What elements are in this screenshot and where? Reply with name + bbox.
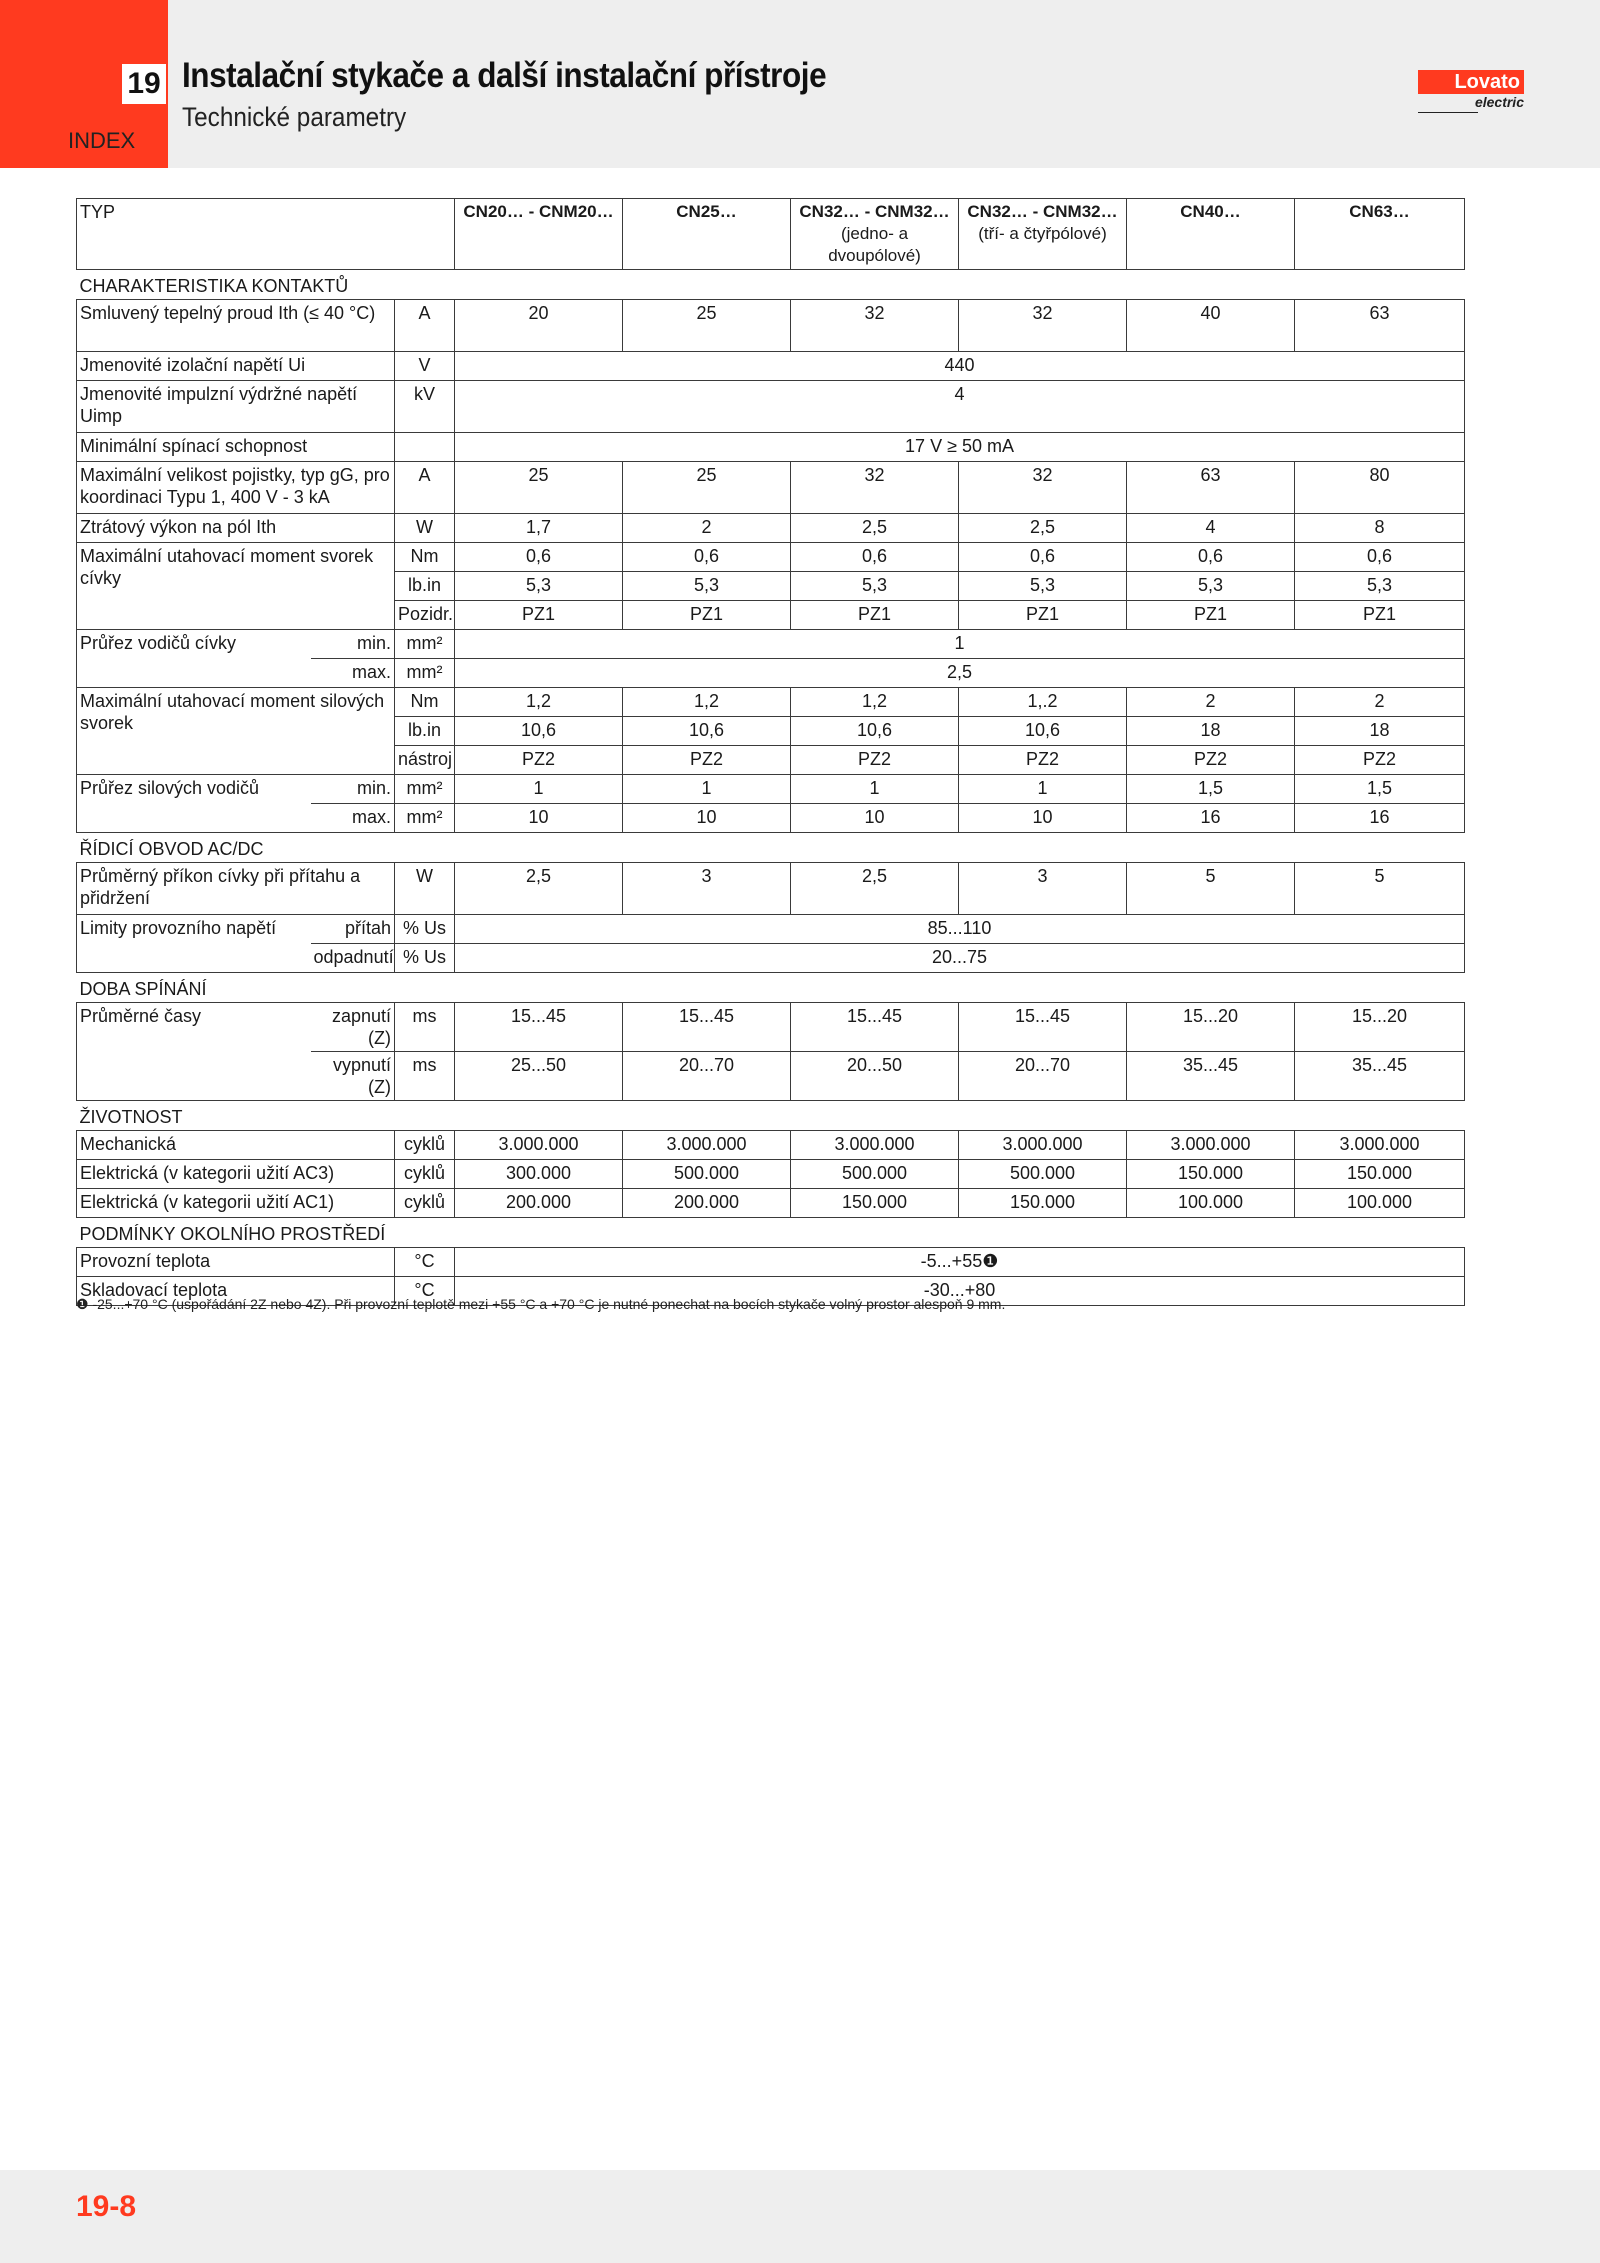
typ-label: TYP xyxy=(77,199,455,270)
value-cell: 2 xyxy=(1295,688,1465,717)
type-header: CN32… - CNM32… (jedno- a dvoupólové) xyxy=(791,199,959,270)
value-cell: 1,2 xyxy=(623,688,791,717)
row-label: Jmenovité izolační napětí Ui xyxy=(77,352,395,381)
unit-cell: mm² xyxy=(395,659,455,688)
value-cell: 150.000 xyxy=(959,1189,1127,1218)
unit-cell: A xyxy=(395,462,455,514)
unit-cell: °C xyxy=(395,1277,455,1306)
unit-cell: ms xyxy=(395,1003,455,1052)
value-cell: 20...50 xyxy=(791,1052,959,1101)
value-cell: 2 xyxy=(1127,688,1295,717)
value-cell: 10 xyxy=(791,804,959,833)
value-cell: 2,5 xyxy=(791,863,959,915)
value-cell: 150.000 xyxy=(1295,1160,1465,1189)
row-label: Maximální utahovací moment silových svorek xyxy=(77,688,395,775)
value-cell: 4 xyxy=(1127,514,1295,543)
type-header: CN25… xyxy=(623,199,791,270)
value-cell: 3 xyxy=(623,863,791,915)
unit-cell: lb.in xyxy=(395,717,455,746)
value-cell: 20 xyxy=(455,300,623,352)
value-cell: 200.000 xyxy=(623,1189,791,1218)
table-row xyxy=(77,352,1465,381)
value-cell: 25 xyxy=(455,462,623,514)
sub-label: zapnutí (Z) xyxy=(311,1003,395,1052)
section-heading: CHARAKTERISTIKA KONTAKTŮ xyxy=(77,270,1465,300)
row-label: Limity provozního napětí xyxy=(77,915,311,973)
lovato-logo xyxy=(1418,70,1524,114)
sub-label: max. xyxy=(311,804,395,833)
table-row xyxy=(77,300,1465,352)
value-cell: 15...45 xyxy=(455,1003,623,1052)
value-cell: 2,5 xyxy=(959,514,1127,543)
value-cell: 1 xyxy=(623,775,791,804)
value-cell: 63 xyxy=(1295,300,1465,352)
value-cell: 80 xyxy=(1295,462,1465,514)
value-cell: 32 xyxy=(791,300,959,352)
page-subtitle: Technické parametry xyxy=(182,102,407,132)
value-cell: PZ2 xyxy=(791,746,959,775)
row-label: Průřez vodičů cívky xyxy=(77,630,311,688)
value-cell: PZ1 xyxy=(791,601,959,630)
table-row xyxy=(77,688,1465,717)
type-header: CN20… - CNM20… xyxy=(455,199,623,270)
value-cell: PZ2 xyxy=(623,746,791,775)
table-row xyxy=(77,1189,1465,1218)
value-cell: PZ1 xyxy=(959,601,1127,630)
value-cell: 20...70 xyxy=(959,1052,1127,1101)
value-cell: 0,6 xyxy=(959,543,1127,572)
table-row xyxy=(77,1248,1465,1277)
value-cell: 18 xyxy=(1295,717,1465,746)
value-cell: 200.000 xyxy=(455,1189,623,1218)
row-label: Průměrný příkon cívky při přítahu a přidržení xyxy=(77,863,395,915)
table-row xyxy=(77,915,1465,944)
value-cell: PZ2 xyxy=(1295,746,1465,775)
value-cell: 3.000.000 xyxy=(1295,1131,1465,1160)
value-cell: 40 xyxy=(1127,300,1295,352)
unit-cell: W xyxy=(395,514,455,543)
value-cell: 5,3 xyxy=(791,572,959,601)
unit-cell: % Us xyxy=(395,915,455,944)
value-cell: 10 xyxy=(455,804,623,833)
value-cell: PZ1 xyxy=(623,601,791,630)
value-cell: 16 xyxy=(1127,804,1295,833)
value-cell: 500.000 xyxy=(959,1160,1127,1189)
value-cell: 5,3 xyxy=(623,572,791,601)
value-cell: 3.000.000 xyxy=(455,1131,623,1160)
value-cell: 150.000 xyxy=(1127,1160,1295,1189)
value-cell: 5 xyxy=(1295,863,1465,915)
value-cell: 8 xyxy=(1295,514,1465,543)
section-heading: ŽIVOTNOST xyxy=(77,1101,1465,1131)
value-cell: 15...45 xyxy=(623,1003,791,1052)
page-title: Instalační stykače a další instalační přístroje xyxy=(182,56,827,95)
unit-cell: Nm xyxy=(395,543,455,572)
value-cell: 25 xyxy=(623,462,791,514)
table-row xyxy=(77,270,1465,300)
footnote: ❶ -25...+70 °C (uspořádání 2Z nebo 4Z). Při provozní teplotě mezi +55 °C a +70 °C je nutné ponechat na bocích stykače volný prostor alespoň 9 mm. xyxy=(76,1296,1006,1312)
value-cell: PZ1 xyxy=(1295,601,1465,630)
value-cell: 2,5 xyxy=(791,514,959,543)
value-cell: -5...+55❶ xyxy=(455,1248,1465,1277)
page-footer xyxy=(0,2170,1600,2263)
value-cell: -30...+80 xyxy=(455,1277,1465,1306)
table-row xyxy=(77,775,1465,804)
value-cell: 2,5 xyxy=(455,863,623,915)
unit-cell: ms xyxy=(395,1052,455,1101)
table-row xyxy=(77,199,1465,270)
unit-cell: mm² xyxy=(395,804,455,833)
type-header: CN63… xyxy=(1295,199,1465,270)
value-cell: 0,6 xyxy=(1295,543,1465,572)
section-heading: DOBA SPÍNÁNÍ xyxy=(77,973,1465,1003)
value-cell: 20...75 xyxy=(455,944,1465,973)
value-cell: 25...50 xyxy=(455,1052,623,1101)
value-cell: 18 xyxy=(1127,717,1295,746)
unit-cell: cyklů xyxy=(395,1189,455,1218)
value-cell: PZ1 xyxy=(1127,601,1295,630)
value-cell: 1 xyxy=(959,775,1127,804)
value-cell: 10,6 xyxy=(623,717,791,746)
value-cell: 25 xyxy=(623,300,791,352)
unit-cell: °C xyxy=(395,1248,455,1277)
row-label: Elektrická (v kategorii užití AC1) xyxy=(77,1189,395,1218)
value-cell: 15...20 xyxy=(1295,1003,1465,1052)
unit-cell: Pozidr. xyxy=(395,601,455,630)
sub-label: max. xyxy=(311,659,395,688)
type-header: CN32… - CNM32… (tří- a čtyřpólové) xyxy=(959,199,1127,270)
value-cell: 5,3 xyxy=(959,572,1127,601)
value-cell: 1,5 xyxy=(1127,775,1295,804)
sub-label: přítah xyxy=(311,915,395,944)
value-cell: 10,6 xyxy=(791,717,959,746)
table-row xyxy=(77,863,1465,915)
table-row xyxy=(77,514,1465,543)
value-cell: 150.000 xyxy=(791,1189,959,1218)
page-header xyxy=(0,0,1600,168)
row-label: Skladovací teplota xyxy=(77,1277,395,1306)
value-cell: PZ2 xyxy=(959,746,1127,775)
table-row xyxy=(77,1131,1465,1160)
table-row xyxy=(77,1160,1465,1189)
row-label: Ztrátový výkon na pól Ith xyxy=(77,514,395,543)
value-cell: 32 xyxy=(959,462,1127,514)
value-cell: 10,6 xyxy=(959,717,1127,746)
value-cell: 1,7 xyxy=(455,514,623,543)
value-cell: 10 xyxy=(623,804,791,833)
value-cell: 3.000.000 xyxy=(623,1131,791,1160)
unit-cell: cyklů xyxy=(395,1131,455,1160)
value-cell: 500.000 xyxy=(791,1160,959,1189)
value-cell: 1 xyxy=(791,775,959,804)
technical-parameters-table xyxy=(76,198,1465,1306)
index-link[interactable]: INDEX xyxy=(68,128,136,153)
row-label: Elektrická (v kategorii užití AC3) xyxy=(77,1160,395,1189)
value-cell: 0,6 xyxy=(1127,543,1295,572)
table-row xyxy=(77,1218,1465,1248)
unit-cell: kV xyxy=(395,381,455,433)
value-cell: 0,6 xyxy=(623,543,791,572)
value-cell: 2 xyxy=(623,514,791,543)
value-cell: 1 xyxy=(455,630,1465,659)
value-cell: 500.000 xyxy=(623,1160,791,1189)
sub-label: odpadnutí xyxy=(311,944,395,973)
value-cell: 1,2 xyxy=(791,688,959,717)
row-label: Maximální utahovací moment svorek cívky xyxy=(77,543,395,630)
row-label: Průměrné časy xyxy=(77,1003,311,1101)
table-row xyxy=(77,973,1465,1003)
sub-label: vypnutí (Z) xyxy=(311,1052,395,1101)
value-cell: 15...45 xyxy=(791,1003,959,1052)
value-cell: PZ1 xyxy=(455,601,623,630)
value-cell: 16 xyxy=(1295,804,1465,833)
table-row xyxy=(77,833,1465,863)
row-label: Průřez silových vodičů xyxy=(77,775,311,833)
unit-cell xyxy=(395,433,455,462)
table-row xyxy=(77,630,1465,659)
value-cell: 440 xyxy=(455,352,1465,381)
sub-label: min. xyxy=(311,775,395,804)
value-cell: 63 xyxy=(1127,462,1295,514)
value-cell: 0,6 xyxy=(791,543,959,572)
value-cell: 2,5 xyxy=(455,659,1465,688)
unit-cell: cyklů xyxy=(395,1160,455,1189)
value-cell: 1,5 xyxy=(1295,775,1465,804)
sub-label: min. xyxy=(311,630,395,659)
value-cell: 5,3 xyxy=(455,572,623,601)
type-header: CN40… xyxy=(1127,199,1295,270)
section-heading: PODMÍNKY OKOLNÍHO PROSTŘEDÍ xyxy=(77,1218,1465,1248)
unit-cell: % Us xyxy=(395,944,455,973)
table-body xyxy=(77,199,1465,1306)
value-cell: 35...45 xyxy=(1127,1052,1295,1101)
value-cell: 32 xyxy=(959,300,1127,352)
row-label: Jmenovité impulzní výdržné napětí Uimp xyxy=(77,381,395,433)
value-cell: 5 xyxy=(1127,863,1295,915)
logo-wordmark: Lovato xyxy=(1418,70,1524,94)
unit-cell: mm² xyxy=(395,775,455,804)
value-cell: 5,3 xyxy=(1295,572,1465,601)
value-cell: 15...20 xyxy=(1127,1003,1295,1052)
table-row xyxy=(77,543,1465,572)
value-cell: 4 xyxy=(455,381,1465,433)
row-label: Smluvený tepelný proud Ith (≤ 40 °C) xyxy=(77,300,395,352)
table-row xyxy=(77,433,1465,462)
unit-cell: V xyxy=(395,352,455,381)
value-cell: 85...110 xyxy=(455,915,1465,944)
value-cell: 0,6 xyxy=(455,543,623,572)
row-label: Minimální spínací schopnost xyxy=(77,433,395,462)
value-cell: 17 V ≥ 50 mA xyxy=(455,433,1465,462)
unit-cell: Nm xyxy=(395,688,455,717)
table-row xyxy=(77,1101,1465,1131)
logo-underline xyxy=(1418,112,1478,113)
value-cell: 1,.2 xyxy=(959,688,1127,717)
value-cell: 100.000 xyxy=(1295,1189,1465,1218)
chapter-number: 19 xyxy=(122,64,166,104)
value-cell: 3.000.000 xyxy=(791,1131,959,1160)
table-row xyxy=(77,1003,1465,1052)
value-cell: 3.000.000 xyxy=(1127,1131,1295,1160)
value-cell: 100.000 xyxy=(1127,1189,1295,1218)
value-cell: 5,3 xyxy=(1127,572,1295,601)
value-cell: 3.000.000 xyxy=(959,1131,1127,1160)
value-cell: 15...45 xyxy=(959,1003,1127,1052)
table-row xyxy=(77,462,1465,514)
row-label: Provozní teplota xyxy=(77,1248,395,1277)
row-label: Mechanická xyxy=(77,1131,395,1160)
value-cell: 300.000 xyxy=(455,1160,623,1189)
value-cell: 35...45 xyxy=(1295,1052,1465,1101)
value-cell: 32 xyxy=(791,462,959,514)
value-cell: 20...70 xyxy=(623,1052,791,1101)
value-cell: 10 xyxy=(959,804,1127,833)
unit-cell: A xyxy=(395,300,455,352)
unit-cell: W xyxy=(395,863,455,915)
unit-cell: mm² xyxy=(395,630,455,659)
value-cell: 3 xyxy=(959,863,1127,915)
unit-cell: nástroj xyxy=(395,746,455,775)
value-cell: 1,2 xyxy=(455,688,623,717)
value-cell: PZ2 xyxy=(1127,746,1295,775)
section-heading: ŘÍDICÍ OBVOD AC/DC xyxy=(77,833,1465,863)
value-cell: 10,6 xyxy=(455,717,623,746)
table-row xyxy=(77,381,1465,433)
page-number: 19-8 xyxy=(76,2190,137,2223)
value-cell: PZ2 xyxy=(455,746,623,775)
value-cell: 1 xyxy=(455,775,623,804)
unit-cell: lb.in xyxy=(395,572,455,601)
logo-tagline: electric xyxy=(1474,94,1524,110)
row-label: Maximální velikost pojistky, typ gG, pro koordinaci Typu 1, 400 V - 3 kA xyxy=(77,462,395,514)
